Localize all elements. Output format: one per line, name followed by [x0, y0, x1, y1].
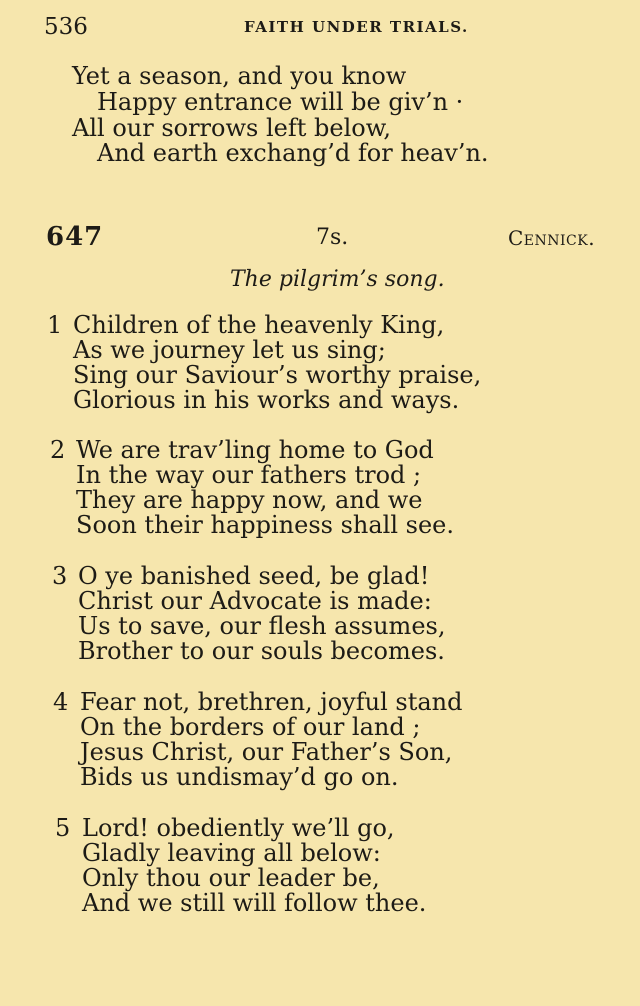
stanza-line: And earth exchang’d for heav’n. — [97, 139, 489, 167]
verse-number: 5 — [55, 814, 71, 842]
verse-number: 1 — [47, 311, 63, 339]
verse-number: 2 — [50, 436, 66, 464]
verse-line: Gladly leaving all below: — [82, 839, 381, 867]
hymn-subtitle: The pilgrim’s song. — [230, 267, 445, 292]
verse-line: As we journey let us sing; — [73, 336, 386, 364]
stanza-line: All our sorrows left below, — [72, 114, 392, 142]
verse-line: Sing our Saviour’s worthy praise, — [73, 361, 482, 389]
verse-line: Us to save, our flesh assumes, — [78, 612, 446, 640]
verse-line: And we still will follow thee. — [82, 889, 427, 917]
verse-line: Children of the heavenly King, — [73, 311, 445, 339]
verse-line: In the way our fathers trod ; — [76, 461, 422, 489]
stanza-line: Yet a season, and you know — [72, 62, 407, 90]
verse-line: We are trav’ling home to God — [76, 436, 434, 464]
verse-line: O ye banished seed, be glad! — [78, 562, 430, 590]
hymn-author: Cennick. — [508, 226, 596, 250]
verse-line: Bids us undismay’d go on. — [80, 763, 399, 791]
verse-line: Glorious in his works and ways. — [73, 386, 460, 414]
verse-line: Jesus Christ, our Father’s Son, — [80, 738, 453, 766]
stanza-line: Happy entrance will be giv’n · — [97, 88, 464, 116]
page-number: 536 — [44, 14, 88, 40]
hymn-meter: 7s. — [316, 225, 349, 250]
verse-line: They are happy now, and we — [76, 486, 423, 514]
verse-line: Lord! obediently we’ll go, — [82, 814, 395, 842]
running-title: FAITH UNDER TRIALS. — [244, 18, 469, 36]
verse-line: Christ our Advocate is made: — [78, 587, 432, 615]
verse-number: 3 — [52, 562, 68, 590]
hymn-number: 647 — [46, 222, 104, 252]
verse-line: On the borders of our land ; — [80, 713, 421, 741]
verse-line: Only thou our leader be, — [82, 864, 380, 892]
verse-line: Brother to our souls becomes. — [78, 637, 445, 665]
verse-line: Fear not, brethren, joyful stand — [80, 688, 463, 716]
page-header — [44, 14, 606, 44]
verse-line: Soon their happiness shall see. — [76, 511, 455, 539]
verse-number: 4 — [53, 688, 69, 716]
